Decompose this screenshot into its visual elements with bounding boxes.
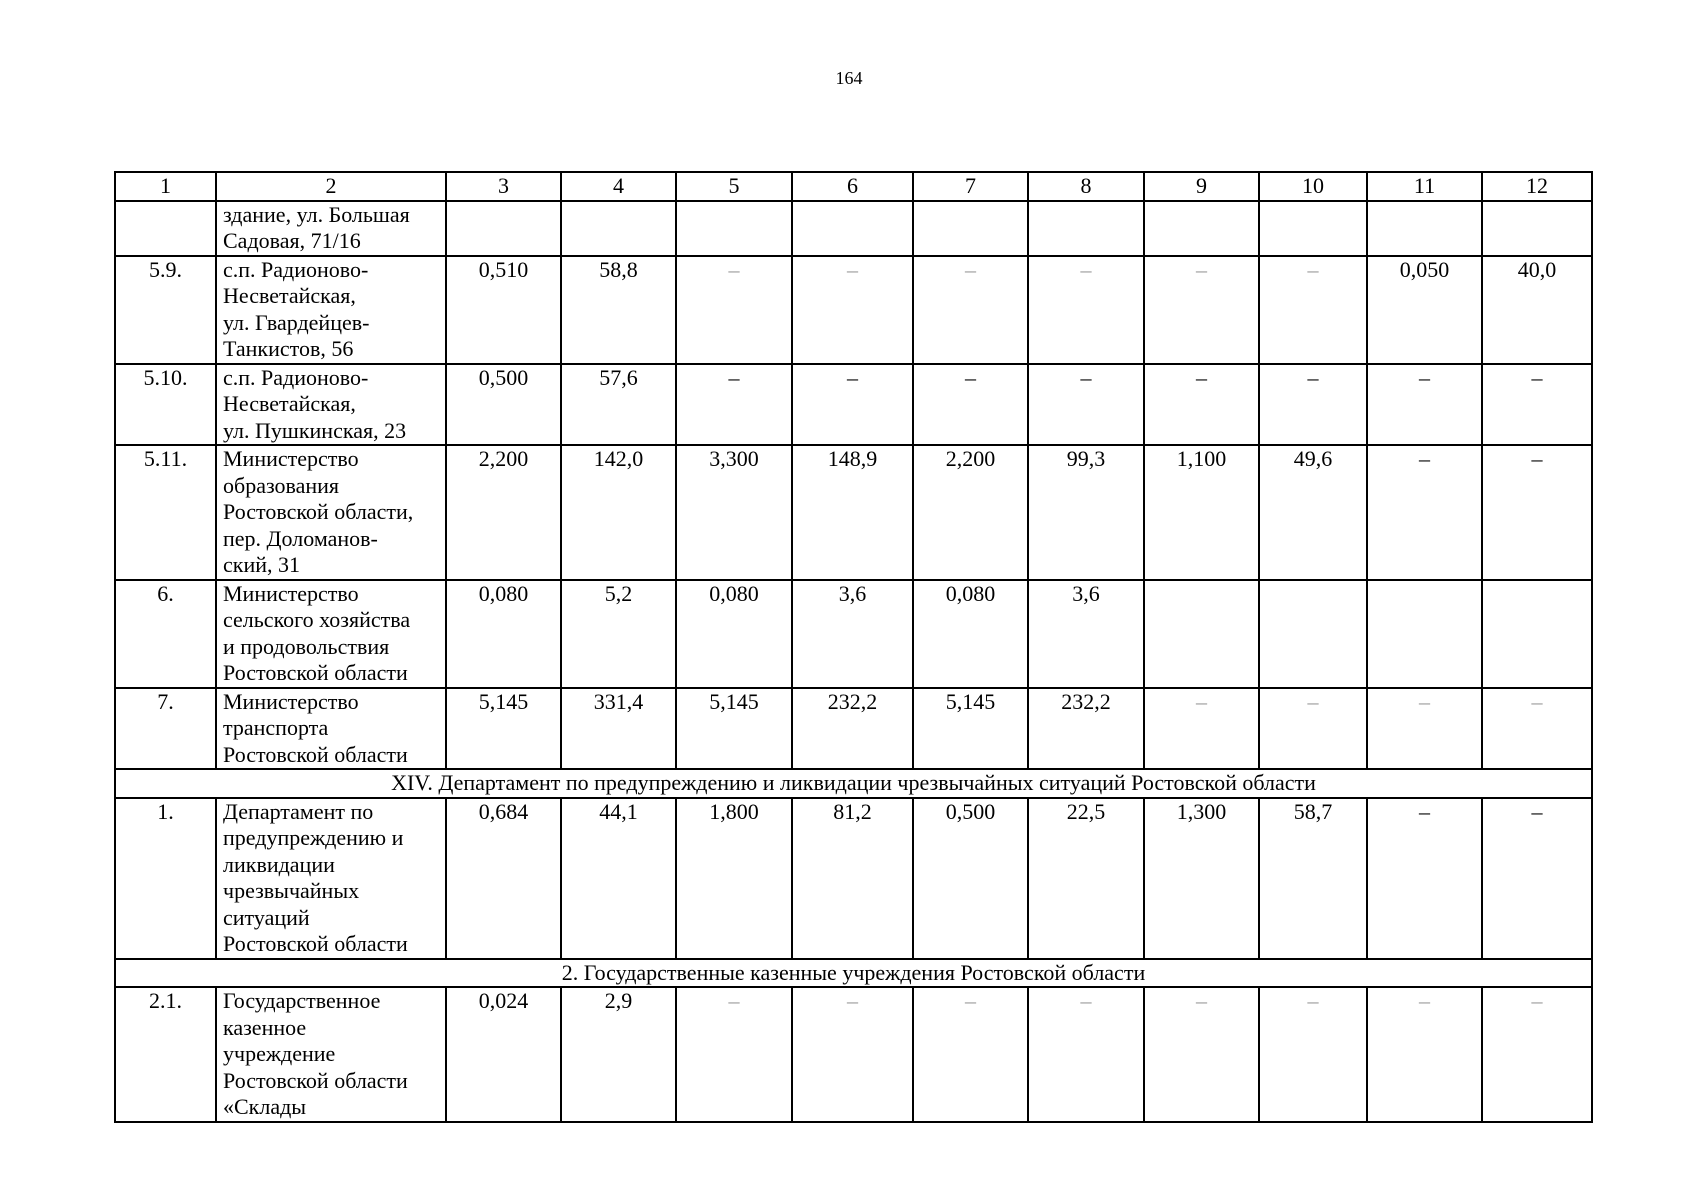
- row-name-line: и продовольствия: [223, 633, 390, 659]
- row-name: [216, 987, 446, 1122]
- table-row: [115, 798, 1592, 959]
- column-number: 4: [561, 172, 676, 201]
- row-name: [216, 445, 446, 580]
- row-name-line: здание, ул. Большая: [223, 201, 410, 227]
- value-cell: 232,2: [1028, 688, 1144, 770]
- value-cell: –: [1144, 987, 1259, 1122]
- value-cell: –: [1144, 256, 1259, 364]
- value-cell: 49,6: [1259, 445, 1367, 580]
- value-cell: –: [1482, 987, 1592, 1122]
- row-name: [216, 201, 446, 256]
- value-cell: 2,200: [446, 445, 561, 580]
- value-cell: 0,080: [676, 580, 792, 688]
- row-name-line: Ростовской области: [223, 1067, 408, 1093]
- row-number: 5.10.: [115, 364, 216, 446]
- value-cell: 1,100: [1144, 445, 1259, 580]
- row-name-line: казенное: [223, 1014, 307, 1040]
- row-name-line: с.п. Радионово-: [223, 364, 369, 390]
- value-cell: –: [1259, 987, 1367, 1122]
- row-name: [216, 688, 446, 770]
- row-name-line: пер. Доломанов-: [223, 525, 378, 551]
- row-name-line: Несветайская,: [223, 283, 356, 308]
- value-cell: –: [1259, 256, 1367, 364]
- row-name-line: Министерство: [223, 688, 359, 714]
- column-number: 12: [1482, 172, 1592, 201]
- value-cell: 0,510: [446, 256, 561, 364]
- value-cell: [1028, 201, 1144, 256]
- column-number: 11: [1367, 172, 1482, 201]
- value-cell: 0,684: [446, 798, 561, 959]
- value-cell: –: [1028, 987, 1144, 1122]
- row-number: [115, 201, 216, 256]
- value-cell: –: [676, 987, 792, 1122]
- value-cell: –: [1367, 798, 1482, 959]
- value-cell: 2,9: [561, 987, 676, 1122]
- value-cell: [792, 201, 913, 256]
- value-cell: [676, 201, 792, 256]
- row-name-line: Ростовской области: [223, 660, 408, 685]
- column-number: 3: [446, 172, 561, 201]
- column-number: 8: [1028, 172, 1144, 201]
- value-cell: –: [1144, 364, 1259, 446]
- value-cell: [561, 201, 676, 256]
- column-number: 10: [1259, 172, 1367, 201]
- row-name-line: Танкистов, 56: [223, 336, 354, 361]
- value-cell: –: [1028, 364, 1144, 446]
- row-name-line: учреждение: [223, 1041, 336, 1066]
- value-cell: 57,6: [561, 364, 676, 446]
- column-number: 6: [792, 172, 913, 201]
- value-cell: [913, 201, 1028, 256]
- value-cell: 5,145: [446, 688, 561, 770]
- value-cell: –: [1259, 364, 1367, 446]
- value-cell: –: [1482, 688, 1592, 770]
- row-name: [216, 580, 446, 688]
- column-number: 2: [216, 172, 446, 201]
- table-row: [115, 688, 1592, 770]
- value-cell: –: [1367, 688, 1482, 770]
- column-number: 5: [676, 172, 792, 201]
- value-cell: [1367, 580, 1482, 688]
- value-cell: –: [913, 987, 1028, 1122]
- value-cell: [446, 201, 561, 256]
- value-cell: [1144, 201, 1259, 256]
- value-cell: –: [1144, 688, 1259, 770]
- value-cell: 5,2: [561, 580, 676, 688]
- section-header-row: [115, 959, 1592, 988]
- value-cell: [1482, 201, 1592, 256]
- row-name-line: Ростовской области,: [223, 499, 414, 524]
- value-cell: –: [1259, 688, 1367, 770]
- value-cell: 3,6: [792, 580, 913, 688]
- row-name: [216, 364, 446, 446]
- row-name-line: Министерство: [223, 446, 359, 471]
- value-cell: –: [1482, 798, 1592, 959]
- row-name-line: ситуаций: [223, 904, 310, 930]
- column-number: 9: [1144, 172, 1259, 201]
- value-cell: 58,8: [561, 256, 676, 364]
- row-number: 2.1.: [115, 987, 216, 1122]
- data-table: [114, 171, 1593, 1123]
- value-cell: 148,9: [792, 445, 913, 580]
- value-cell: 0,500: [446, 364, 561, 446]
- value-cell: –: [676, 364, 792, 446]
- row-name-line: ликвидации: [223, 851, 335, 877]
- value-cell: 40,0: [1482, 256, 1592, 364]
- row-number: 7.: [115, 688, 216, 770]
- table-row: [115, 987, 1592, 1122]
- value-cell: –: [676, 256, 792, 364]
- table-row: [115, 580, 1592, 688]
- value-cell: [1367, 201, 1482, 256]
- table-row: [115, 201, 1592, 256]
- value-cell: 0,050: [1367, 256, 1482, 364]
- row-name-line: Несветайская,: [223, 391, 356, 416]
- value-cell: [1259, 580, 1367, 688]
- row-name-line: Ростовской области: [223, 931, 408, 956]
- value-cell: 58,7: [1259, 798, 1367, 959]
- table-row: [115, 445, 1592, 580]
- section-title: 2. Государственные казенные учреждения Ростовской области: [115, 959, 1592, 988]
- row-name-line: ул. Пушкинская, 23: [223, 417, 407, 443]
- row-name-line: «Склады: [223, 1094, 307, 1119]
- value-cell: –: [1482, 364, 1592, 446]
- column-number-row: [115, 172, 1592, 201]
- value-cell: –: [792, 256, 913, 364]
- value-cell: 0,080: [913, 580, 1028, 688]
- value-cell: 5,145: [913, 688, 1028, 770]
- section-header-row: [115, 769, 1592, 798]
- row-name: [216, 798, 446, 959]
- row-number: 5.9.: [115, 256, 216, 364]
- value-cell: 331,4: [561, 688, 676, 770]
- column-number: 1: [115, 172, 216, 201]
- page-number: 164: [835, 68, 863, 88]
- value-cell: [1259, 201, 1367, 256]
- row-name-line: Государственное: [223, 988, 381, 1013]
- value-cell: 1,300: [1144, 798, 1259, 959]
- value-cell: 232,2: [792, 688, 913, 770]
- value-cell: 99,3: [1028, 445, 1144, 580]
- row-name-line: Садовая, 71/16: [223, 228, 361, 253]
- value-cell: 0,500: [913, 798, 1028, 959]
- value-cell: [1482, 580, 1592, 688]
- value-cell: –: [1367, 445, 1482, 580]
- value-cell: –: [1367, 364, 1482, 446]
- row-name-line: образования: [223, 472, 340, 498]
- value-cell: [1144, 580, 1259, 688]
- row-number: 6.: [115, 580, 216, 688]
- value-cell: 3,300: [676, 445, 792, 580]
- row-name-line: транспорта: [223, 715, 329, 740]
- value-cell: 5,145: [676, 688, 792, 770]
- row-name-line: чрезвычайных: [223, 878, 360, 903]
- row-name: [216, 256, 446, 364]
- value-cell: 1,800: [676, 798, 792, 959]
- value-cell: 81,2: [792, 798, 913, 959]
- column-number: 7: [913, 172, 1028, 201]
- value-cell: –: [913, 364, 1028, 446]
- value-cell: 22,5: [1028, 798, 1144, 959]
- value-cell: 2,200: [913, 445, 1028, 580]
- row-name-line: Департамент по: [223, 798, 374, 824]
- value-cell: –: [1482, 445, 1592, 580]
- value-cell: –: [1028, 256, 1144, 364]
- table-row: [115, 256, 1592, 364]
- row-name-line: ул. Гвардейцев-: [223, 309, 370, 335]
- value-cell: –: [792, 987, 913, 1122]
- value-cell: 3,6: [1028, 580, 1144, 688]
- value-cell: –: [913, 256, 1028, 364]
- table-row: [115, 364, 1592, 446]
- value-cell: 44,1: [561, 798, 676, 959]
- section-title: XIV. Департамент по предупреждению и ликвидации чрезвычайных ситуаций Ростовской области: [115, 769, 1592, 798]
- value-cell: 142,0: [561, 445, 676, 580]
- row-name-line: предупреждению и: [223, 825, 404, 850]
- value-cell: –: [792, 364, 913, 446]
- row-number: 1.: [115, 798, 216, 959]
- row-name-line: Ростовской области: [223, 741, 408, 767]
- value-cell: 0,080: [446, 580, 561, 688]
- row-number: 5.11.: [115, 445, 216, 580]
- value-cell: 0,024: [446, 987, 561, 1122]
- row-name-line: ский, 31: [223, 552, 300, 577]
- value-cell: –: [1367, 987, 1482, 1122]
- row-name-line: сельского хозяйства: [223, 607, 411, 632]
- row-name-line: с.п. Радионово-: [223, 256, 369, 282]
- row-name-line: Министерство: [223, 580, 359, 606]
